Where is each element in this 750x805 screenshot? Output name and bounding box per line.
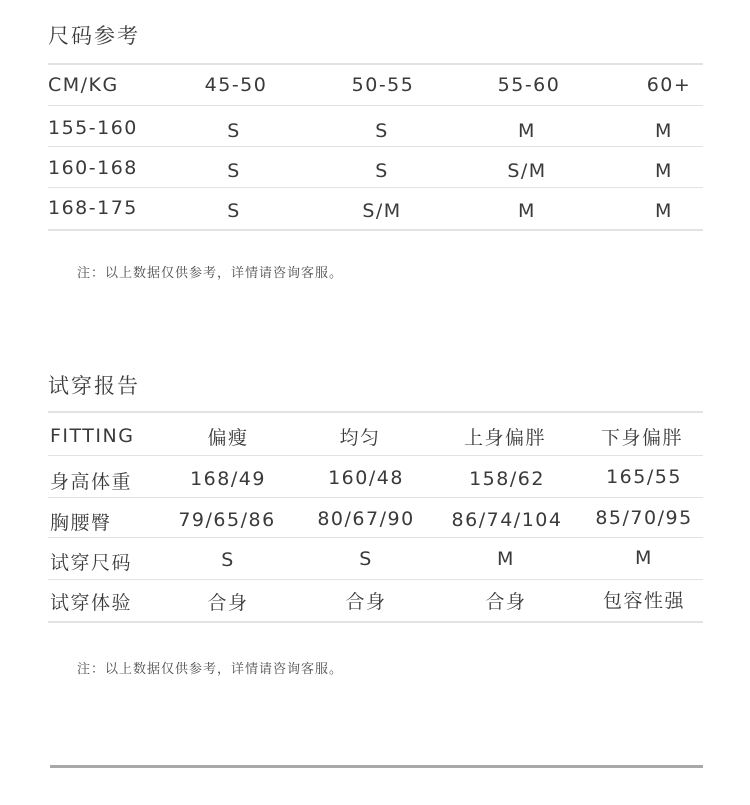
table-header-cell: FITTING	[50, 425, 135, 447]
table-cell: S	[221, 549, 235, 571]
fitting-note: 注：以上数据仅供参考，详情请咨询客服。	[77, 662, 344, 677]
divider	[48, 187, 703, 188]
table-cell: 168/49	[190, 468, 266, 490]
table-header-cell: 均匀	[339, 427, 381, 449]
table-header-cell: 上身偏胖	[463, 427, 547, 449]
table-cell: S/M	[362, 200, 402, 222]
table-cell: 试穿尺码	[50, 552, 133, 574]
divider	[48, 621, 703, 623]
divider	[48, 105, 703, 106]
table-cell: 86/74/104	[451, 509, 563, 531]
size-section-title: 尺码参考	[48, 24, 140, 48]
table-header-cell: 50-55	[351, 74, 415, 96]
table-cell: 胸腰臀	[50, 512, 112, 534]
table-header-cell: 55-60	[497, 74, 561, 96]
divider	[48, 455, 703, 456]
table-cell: M	[497, 548, 515, 570]
table-cell: M	[518, 120, 536, 142]
table-cell: 合身	[345, 591, 387, 613]
table-cell: M	[655, 120, 673, 142]
table-cell: 合身	[207, 592, 249, 614]
table-cell: 试穿体验	[50, 592, 133, 614]
table-cell: S	[227, 120, 241, 142]
table-cell: 85/70/95	[595, 507, 693, 529]
table-cell: 79/65/86	[178, 509, 276, 531]
table-cell: S	[375, 160, 389, 182]
table-cell: 80/67/90	[317, 508, 415, 530]
table-cell: S	[227, 200, 241, 222]
divider	[48, 579, 703, 580]
table-cell: S/M	[507, 160, 547, 182]
bottom-divider	[50, 765, 703, 768]
divider	[48, 411, 703, 413]
table-cell: 160-168	[48, 157, 138, 179]
table-cell: 合身	[485, 591, 527, 613]
table-cell: 165/55	[606, 466, 682, 488]
table-cell: S	[227, 160, 241, 182]
table-header-cell: 下身偏胖	[600, 427, 684, 449]
table-cell: M	[655, 160, 673, 182]
table-cell: 168-175	[48, 197, 138, 219]
table-cell: M	[655, 200, 673, 222]
fitting-section-title: 试穿报告	[48, 374, 140, 398]
table-cell: 155-160	[48, 117, 138, 139]
table-header-cell: 偏瘦	[207, 427, 249, 449]
table-header-cell: 45-50	[204, 74, 268, 96]
table-cell: 160/48	[328, 467, 404, 489]
divider	[48, 537, 703, 538]
table-cell: S	[375, 120, 389, 142]
table-header-cell: 60+	[646, 74, 692, 96]
table-cell: 身高体重	[50, 471, 133, 493]
size-note: 注：以上数据仅供参考，详情请咨询客服。	[77, 266, 344, 281]
table-cell: M	[518, 200, 536, 222]
table-cell: 包容性强	[602, 590, 686, 612]
divider	[48, 63, 703, 65]
divider	[48, 146, 703, 147]
divider	[48, 497, 703, 498]
table-header-cell: CM/KG	[48, 74, 119, 96]
table-cell: S	[359, 548, 373, 570]
table-cell: M	[635, 547, 653, 569]
table-cell: 158/62	[469, 468, 545, 490]
divider	[48, 229, 703, 231]
